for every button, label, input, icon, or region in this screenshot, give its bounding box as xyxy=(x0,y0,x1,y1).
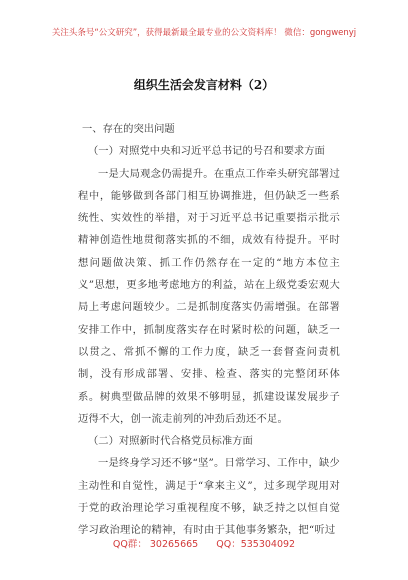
document-title: 组织生活会发言材料（2） xyxy=(133,78,275,92)
paragraph-1: 一是大局观念仍需提升。在重点工作牵头研究部署过程中，能够做到各部门相互协调推进，但仍缺乏一些系统性、实效性的举措，对于习近平总书记重要指示批示精神创造性地贯彻落实抓的不细，成效有待提升。平时想问题做决策、抓工作仍然存在一定的“地方本位主义”思想，更多地考虑地方的利益，站在上级党委宏观大局上考虑问题较少。二是抓制度落实仍需增强。在部署安排工作中，抓制度落实存在时紧时松的问题，缺乏一以贯之、常抓不懈的工作力度，缺乏一套督查问责机制，没有形成部署、安排、检查、落实的完整闭环体系。树典型做品牌的效果不够明显，抓建设谋发展步子迈得不大，创一流走前列的冲劲后劲还不足。 xyxy=(78,167,340,425)
subsection-heading-1: （一）对照党中央和习近平总书记的号召和要求方面 xyxy=(88,145,325,158)
subsection-heading-2: （二）对照新时代合格党员标准方面 xyxy=(88,435,253,448)
footer-qq-group: QQ群： 30265665 xyxy=(112,539,199,550)
footer-contact xyxy=(0,536,408,550)
paragraph-2: 一是终身学习还不够“坚”。日常学习、工作中，缺少主动性和自觉性，满足于“拿来主义”，过多现学现用对于党的政治理论学习重视程度不够，缺乏持之以恒自觉学习政治理论的精神，有时由于其他事务繁杂，把“听过 xyxy=(78,457,340,537)
document-body xyxy=(78,118,340,542)
footer-qq: QQ：535304092 xyxy=(216,539,296,550)
header-banner: 关注头条号“公文研究”，获得最新最全最专业的公文资料库！ 微信：gongwenyj xyxy=(51,28,357,38)
section-heading-problems: 一、存在的突出问题 xyxy=(82,123,175,135)
